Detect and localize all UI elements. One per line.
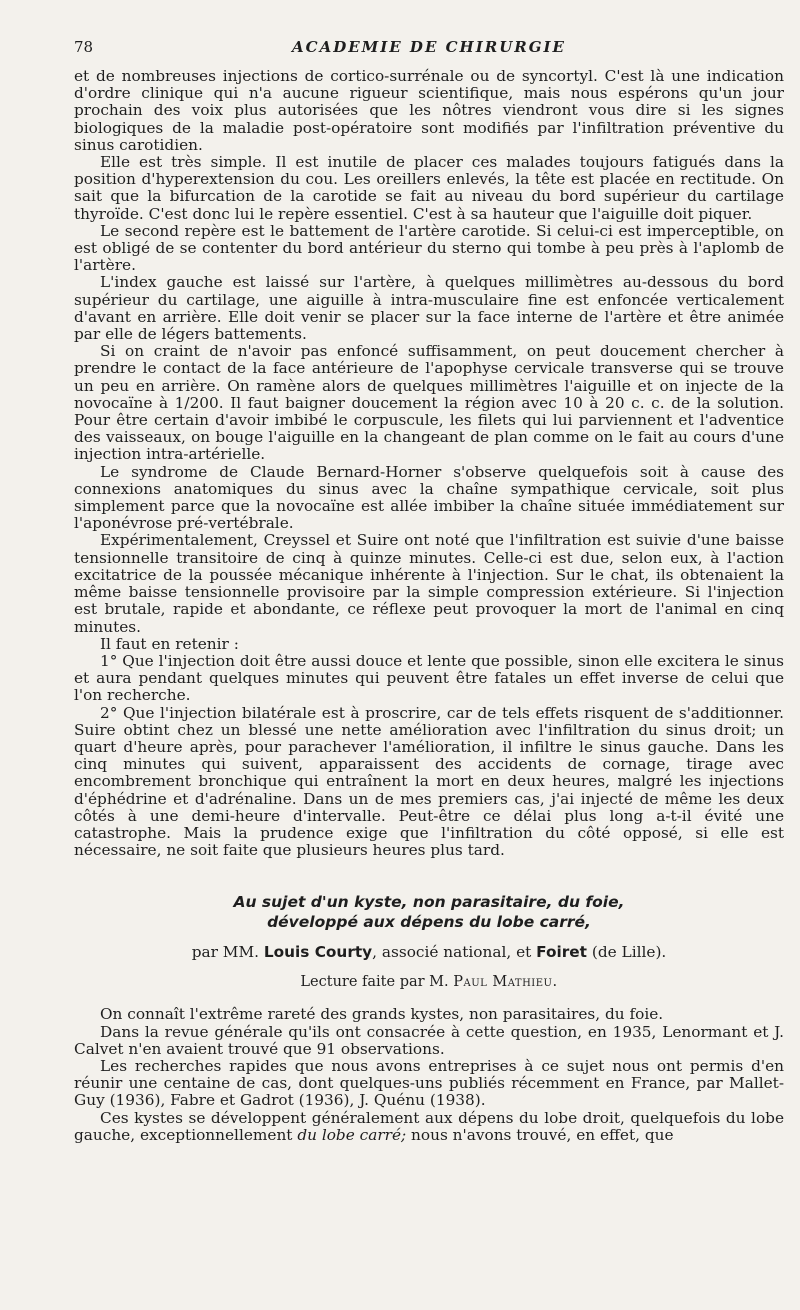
article-title [74, 892, 784, 932]
paragraph-text: Ces kystes se développent généralement aux dépens du lobe droit, quelquefois du lobe gauche, exceptionnellement [74, 1108, 784, 1144]
body-paragraph: Elle est très simple. Il est inutile de placer ces malades toujours fatigués dans la position d'hyperextension du cou. Les oreillers enlevés, la tête est placée en rectitude. On sait que la bifurcation de la carotide se fait au niveau du bord supérieur du cartilage thyroïde. C'est donc lui le repère essentiel. C'est à sa hauteur que l'aiguille doit piquer. [74, 153, 784, 223]
article-title-line: Au sujet d'un kyste, non parasitaire, du foie, [233, 893, 625, 912]
numbered-point: 2° Que l'injection bilatérale est à proscrire, car de tels effets risquent de s'additionner. Suire obtint chez un blessé une nette amélioration avec l'infiltration du sinus droit; un quart d'heure après, pour parachever l'amélioration, il infiltre le sinus gauche. Dans les cinq minutes qui suivent, apparaissent des accidents de cornage, tirage avec encombrement bronchique qui entraînent la mort en deux heures, malgré les injections d'éphédrine et d'adrénaline. Dans un de mes premiers cas, j'ai injecté de même les deux côtés à une demi-heure d'intervalle. Peut-être ce délai plus long a-t-il évité une catastrophe. Mais la prudence exige que l'infiltration du côté opposé, si elle est nécessaire, ne soit faite que plusieurs heures plus tard. [74, 703, 784, 860]
reader-name: Paul Mathieu. [453, 974, 558, 991]
body-paragraph: et de nombreuses injections de cortico-surrénale ou de syncortyl. C'est là une indication d'ordre clinique qui n'a aucune rigueur scientifique, mais nous espérons qu'un jour prochain des voix plus autorisées que les nôtres viendront vous dire si les signes biologiques de la maladie post-opératoire sont modifiés par l'infiltration préventive du sinus carotidien. [74, 67, 784, 154]
body-paragraph: Le syndrome de Claude Bernard-Horner s'observe quelquefois soit à cause des connexions anatomiques du sinus avec la chaîne sympathique cervicale, soit plus simplement parce que la novocaïne est allée imbiber la chaîne située immédiatement sur l'aponévrose pré-vertébrale. [74, 462, 784, 533]
spacer [74, 992, 784, 1006]
page [74, 38, 784, 1144]
article-title-line: développé aux dépens du lobe carré, [267, 913, 591, 932]
article-paragraph: On connaît l'extrême rareté des grands kystes, non parasitaires, du foie. [100, 1005, 664, 1024]
article-paragraph: Les recherches rapides que nous avons entreprises à ce sujet nous ont permis d'en réunir une centaine de cas, dont quelques-uns publiés récemment en France, par Mallet-Guy (1936), Fabre et Gadrot (1936), J. Quénu (1938). [74, 1056, 784, 1110]
body-paragraph: Si on craint de n'avoir pas enfoncé suffisamment, on peut doucement chercher à prendre le contact de la face antérieure de l'apophyse cervicale transverse qui se trouve un peu en arrière. On ramène alors de quelques millimètres l'aiguille et on injecte de la novocaïne à 1/200. Il faut baigner doucement la région avec 10 à 20 c. c. de la solution. Pour être certain d'avoir imbibé le corpuscule, les filets qui lui parviennent et l'adventice des vaisseaux, on bouge l'aiguille en la changeant de plan comme on le fait au cours d'une injection intra-artérielle. [74, 342, 784, 464]
body-paragraph: Il faut en retenir : [100, 634, 239, 653]
italic-phrase: du lobe carré; [297, 1125, 407, 1144]
author-name: Foiret [536, 943, 587, 962]
author-affiliation: (de Lille). [591, 943, 667, 962]
running-head: ACADEMIE DE CHIRURGIE [292, 38, 566, 56]
author-role: , associé national, et [372, 943, 532, 962]
paragraph-text: nous n'avons trouvé, en effet, que [411, 1125, 674, 1144]
reading-credit [74, 972, 784, 992]
author-name: Louis Courty [263, 943, 373, 962]
body-paragraph: Le second repère est le battement de l'artère carotide. Si celui-ci est imperceptible, on est obligé de se contenter du bord antérieur du sterno qui tombe à peu près à l'aplomb de l'artère. [74, 221, 784, 275]
article-paragraph [74, 1110, 784, 1144]
numbered-point: 1° Que l'injection doit être aussi douce et lente que possible, sinon elle excitera le sinus et aura pendant quelques minutes qui peuvent être fatales un effet inverse de celui que l'on recherche. [74, 651, 784, 705]
authors-prefix: par MM. [191, 943, 259, 962]
article-authors [74, 942, 784, 962]
page-header [74, 38, 784, 68]
page-number: 78 [74, 38, 94, 56]
article-paragraph: Dans la revue générale qu'ils ont consacrée à cette question, en 1935, Lenormant et J. Calvet n'en avaient trouvé que 91 observations. [74, 1022, 784, 1058]
body-paragraph: L'index gauche est laissé sur l'artère, à quelques millimètres au-dessous du bord supérieur du cartilage, une aiguille à intra-musculaire fine est enfoncée verticalement d'avant en arrière. Elle doit venir se placer sur la face interne de l'artère et être animée par elle de légers battements. [74, 273, 784, 344]
body-paragraph: Expérimentalement, Creyssel et Suire ont noté que l'infiltration est suivie d'une baisse tensionnelle transitoire de cinq à quinze minutes. Celle-ci est due, selon eux, à l'action excitatrice de la poussée mécanique inhérente à l'injection. Sur le chat, ils obtenaient la même baisse tensionnelle provisoire par la simple compression extérieure. Si l'injection est brutale, rapide et abondante, ce réflexe peut provoquer la mort de l'animal en cinq minutes. [74, 531, 784, 636]
reading-prefix: Lecture faite par M. [300, 974, 449, 991]
